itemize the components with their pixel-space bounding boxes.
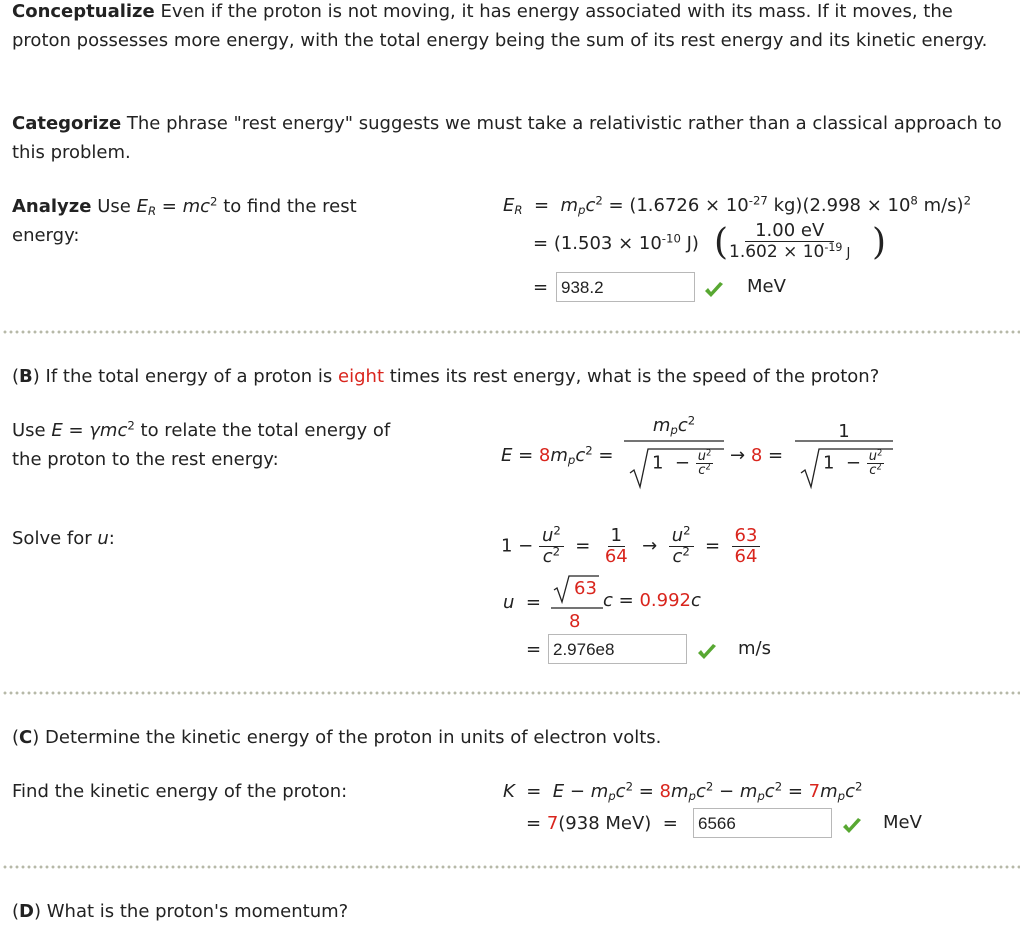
frac-63-num: 63 <box>732 526 761 547</box>
section-divider <box>2 865 1020 869</box>
solve-var: u <box>97 528 109 549</box>
u-equals: u = <box>503 592 541 613</box>
line2-exp: -10 <box>661 231 681 246</box>
right-paren: ) <box>872 222 887 263</box>
coef-seven: 7 <box>808 781 821 802</box>
part-c-letter: C <box>19 727 33 748</box>
analyze-paragraph: Analyze Use $E_R = mc^2$ to find the rest energy: <box>12 194 357 246</box>
part-d-letter: D <box>19 901 34 922</box>
solve-colon: : <box>108 528 115 549</box>
frac-1-64-num: 1 <box>608 526 625 547</box>
part-d-question: (D) What is the proton's momentum? <box>12 901 349 922</box>
conceptualize-label: Conceptualize <box>12 1 155 22</box>
rest-energy-equals: = <box>533 277 549 298</box>
left-paren: ( <box>714 222 729 263</box>
categorize-label: Categorize <box>12 113 122 134</box>
factor-eight: 8 <box>538 445 551 466</box>
line2-mev: (938 MeV) <box>558 813 652 834</box>
ev-conversion-fraction <box>726 221 853 264</box>
line1-values: (1.6726 × 10 <box>629 195 749 216</box>
energy-frac-numerator: $m_pc^2$ <box>652 413 696 437</box>
ev-fraction-exp: -19 <box>824 240 843 254</box>
line1-exp1: -27 <box>748 193 768 208</box>
part-b-question: (B) If the total energy of a proton is eight times its rest energy, what is the speed of the proton? <box>12 366 880 387</box>
ev-fraction-numerator: 1.00 eV <box>745 221 834 242</box>
use-pre: Use <box>12 420 52 441</box>
sqrt-63-value <box>574 577 597 601</box>
correct-check-icon <box>703 281 725 299</box>
part-c-question: (C) Determine the kinetic energy of the proton in units of electron volts. <box>12 727 662 748</box>
speed-unit: m/s <box>738 638 771 659</box>
use-post: to relate the total energy of <box>134 420 391 441</box>
line2-coef: 7 <box>546 813 559 834</box>
rest-energy-equation-line2: = ($1.503 \times 10^{-10}$ J) <box>533 231 699 254</box>
line1-mid: kg)(2.998 × 10 <box>767 195 911 216</box>
kinetic-equation-line2: = 7(938 MeV) = <box>526 813 678 834</box>
part-b-highlight: eight <box>338 366 385 387</box>
section-divider <box>2 330 1020 334</box>
line2-unit: J) <box>680 233 699 254</box>
kinetic-unit: MeV <box>883 812 922 833</box>
total-energy-equation: $E = 8m_pc^2$ = <box>501 443 614 467</box>
part-b-question-post: times its rest energy, what is the speed of the proton? <box>384 366 880 387</box>
analyze-use: Use <box>91 196 137 217</box>
analyze-tail: to find the rest <box>217 196 357 217</box>
line2-val: (1.503 × 10 <box>553 233 662 254</box>
sqrt-content-1: 1 − $\frac{u^2}{c^2}$ <box>652 447 712 478</box>
kinetic-answer-input[interactable]: 6566 <box>693 808 832 838</box>
part-b-question-pre: If the total energy of a proton is <box>39 366 339 387</box>
solve-equation-1: 1 − $\frac{u^2}{c^2}$ = $\frac{1}{64}$ → $\frac{u^2}{c^2}$ = $\frac{63}{64}$ <box>501 526 760 567</box>
analyze-label: Analyze <box>12 196 92 217</box>
coef-eight: 8 <box>659 781 671 802</box>
ev-fraction-denominator: 1.602 × 10 <box>729 242 825 262</box>
ev-fraction-unit: J <box>842 246 851 261</box>
kinetic-equation-line1: $K = E - m_pc^2 = 8m_pc^2 - m_pc^2 = 7m_pc^2$ <box>503 779 863 803</box>
sqrt-63-denominator <box>569 610 580 634</box>
correct-check-icon <box>696 643 718 661</box>
sqrt-den: 8 <box>569 611 581 632</box>
speed-result: c = 0.992c <box>603 590 701 611</box>
rest-energy-answer-input[interactable]: 938.2 <box>556 272 695 302</box>
categorize-text: The phrase "rest energy" suggests we must take a relativistic rather than a classical approach to this problem. <box>12 113 1002 163</box>
line1-exp2: 8 <box>910 193 918 208</box>
speed-result-value: 0.992 <box>639 590 691 611</box>
conceptualize-text: Even if the proton is not moving, it has energy associated with its mass. If it moves, the proton possesses more energy, with the total energy being the sum of its rest energy and its kinetic energy. <box>12 1 988 51</box>
section-divider <box>2 691 1020 695</box>
rest-energy-equation-line1: $E_R = m_pc^2 = (1.6726 \times 10^{-27}$ $kg)(2.998 \times 10^8$ m/s)$^2$ <box>503 193 972 217</box>
sqrt-num: 63 <box>574 578 597 599</box>
analyze-tail2: energy: <box>12 225 80 246</box>
speed-answer-input[interactable]: 2.976e8 <box>548 634 687 664</box>
one-numerator: 1 <box>838 421 850 442</box>
part-b-use-text: Use E = γmc$^2$ to relate the total energy of the proton to the rest energy: <box>12 418 391 470</box>
sqrt-content-2: 1 − $\frac{u^2}{c^2}$ <box>823 447 883 478</box>
frac-1-64-den: 64 <box>604 546 628 567</box>
rest-energy-unit: MeV <box>747 276 786 297</box>
part-b-letter: B <box>19 366 33 387</box>
correct-check-icon <box>841 817 863 835</box>
frac-63-den: 64 <box>734 546 758 567</box>
solve-label: Solve for <box>12 528 98 549</box>
use-line2: the proton to the rest energy: <box>12 449 279 470</box>
find-kinetic-label: Find the kinetic energy of the proton: <box>12 781 348 802</box>
arrow-to-eight: → 8 = <box>730 445 784 466</box>
eight-value: 8 <box>750 445 763 466</box>
speed-equals: = <box>526 639 542 660</box>
part-d-question-text: What is the proton's momentum? <box>41 901 349 922</box>
part-c-question-text: Determine the kinetic energy of the proton in units of electron volts. <box>39 727 662 748</box>
line1-end: m/s) <box>917 195 964 216</box>
conceptualize-paragraph <box>12 0 1017 55</box>
categorize-paragraph <box>12 109 1017 167</box>
